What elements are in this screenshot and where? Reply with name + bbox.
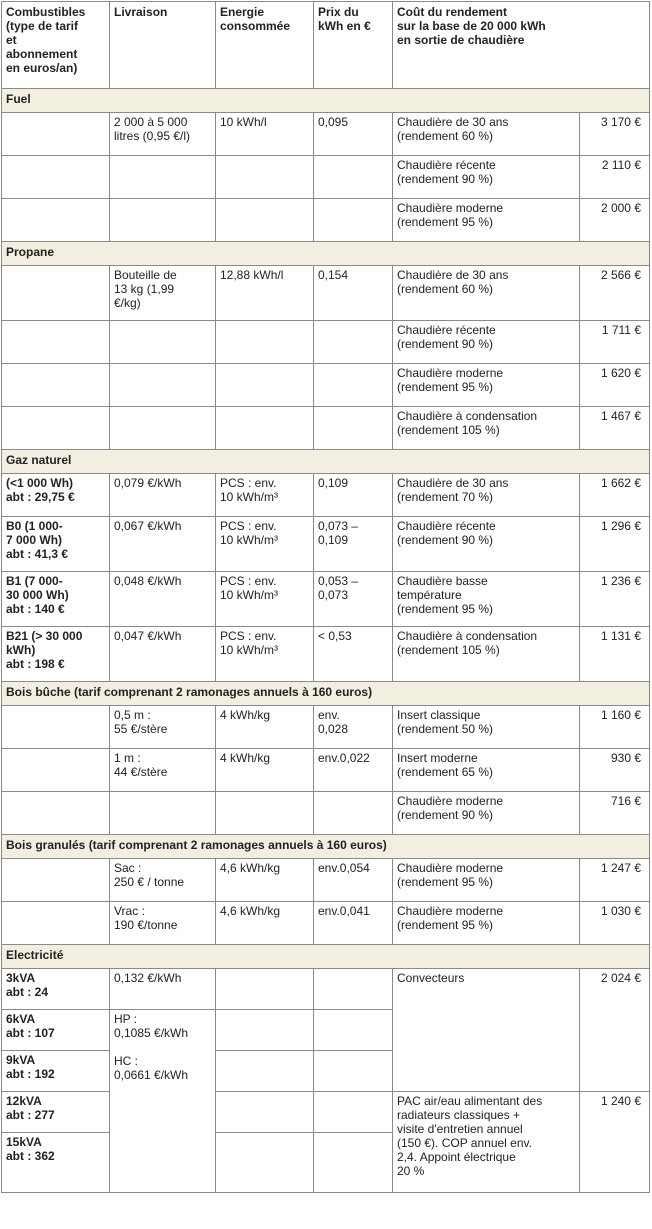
desc-cell: PAC air/eau alimentant des radiateurs classiques + visite d'entretien annuel (150 €). COP annuel env. 2,4. Appoint électrique 20 %	[393, 1092, 580, 1193]
desc-cell: Chaudière de 30 ans (rendement 70 %)	[393, 474, 580, 517]
tarif-cell	[2, 859, 110, 902]
tarif-cell	[2, 113, 110, 156]
section-row	[2, 682, 650, 706]
section-title-elec: Electricité	[2, 945, 650, 969]
table-row	[2, 364, 650, 407]
price-kwh-cell	[314, 1133, 393, 1193]
table-row	[2, 792, 650, 835]
tarif-cell: (<1 000 Wh) abt : 29,75 €	[2, 474, 110, 517]
tarif-cell	[2, 706, 110, 749]
price-kwh-cell: env.0,054	[314, 859, 393, 902]
energy-cell: PCS : env. 10 kWh/m³	[216, 627, 314, 682]
price-kwh-cell	[314, 1010, 393, 1051]
desc-cell: Convecteurs	[393, 969, 580, 1092]
price-kwh-cell	[314, 321, 393, 364]
tarif-cell: 15kVA abt : 362	[2, 1133, 110, 1193]
delivery-cell: 0,048 €/kWh	[110, 572, 216, 627]
table-row	[2, 572, 650, 627]
tarif-cell	[2, 156, 110, 199]
delivery-cell	[110, 199, 216, 242]
cost-cell: 1 467 €	[580, 407, 650, 450]
table-row	[2, 706, 650, 749]
energy-cell	[216, 1133, 314, 1193]
tarif-cell	[2, 902, 110, 945]
desc-cell: Chaudière de 30 ans (rendement 60 %)	[393, 113, 580, 156]
tarif-cell	[2, 364, 110, 407]
delivery-cell: 0,132 €/kWh	[110, 969, 216, 1010]
desc-cell: Chaudière à condensation (rendement 105 %)	[393, 627, 580, 682]
price-kwh-cell	[314, 156, 393, 199]
section-title-gaz: Gaz naturel	[2, 450, 650, 474]
energy-cell	[216, 1051, 314, 1092]
table-row	[2, 627, 650, 682]
price-kwh-cell	[314, 1092, 393, 1133]
tarif-cell	[2, 792, 110, 835]
desc-cell: Chaudière moderne (rendement 95 %)	[393, 199, 580, 242]
cost-cell: 930 €	[580, 749, 650, 792]
header-cout: Coût du rendement sur la base de 20 000 kWh en sortie de chaudière	[393, 2, 650, 89]
energy-cell	[216, 792, 314, 835]
table-row	[2, 902, 650, 945]
energy-cell: PCS : env. 10 kWh/m³	[216, 517, 314, 572]
table-row	[2, 859, 650, 902]
tarif-cell	[2, 266, 110, 321]
tarif-cell: 9kVA abt : 192	[2, 1051, 110, 1092]
table-row	[2, 266, 650, 321]
energy-cell: PCS : env. 10 kWh/m³	[216, 572, 314, 627]
cost-cell: 1 030 €	[580, 902, 650, 945]
section-title-fuel: Fuel	[2, 89, 650, 113]
cost-cell: 1 240 €	[580, 1092, 650, 1193]
table-row	[2, 1092, 650, 1133]
delivery-cell: HP : 0,1085 €/kWh HC : 0,0661 €/kWh	[110, 1010, 216, 1193]
cost-cell: 2 566 €	[580, 266, 650, 321]
section-row	[2, 945, 650, 969]
energy-cell: PCS : env. 10 kWh/m³	[216, 474, 314, 517]
delivery-cell: 2 000 à 5 000 litres (0,95 €/l)	[110, 113, 216, 156]
energy-cell	[216, 1010, 314, 1051]
cost-cell: 2 000 €	[580, 199, 650, 242]
delivery-cell	[110, 792, 216, 835]
tarif-cell: B21 (> 30 000 kWh) abt : 198 €	[2, 627, 110, 682]
table-row	[2, 517, 650, 572]
delivery-cell: 0,079 €/kWh	[110, 474, 216, 517]
desc-cell: Chaudière basse température (rendement 95 %)	[393, 572, 580, 627]
price-kwh-cell: < 0,53	[314, 627, 393, 682]
energy-cell	[216, 321, 314, 364]
cost-cell: 3 170 €	[580, 113, 650, 156]
header-livraison: Livraison	[110, 2, 216, 89]
delivery-cell: Bouteille de 13 kg (1,99 €/kg)	[110, 266, 216, 321]
desc-cell: Chaudière récente (rendement 90 %)	[393, 156, 580, 199]
tarif-cell	[2, 407, 110, 450]
energy-cell	[216, 407, 314, 450]
table-row	[2, 749, 650, 792]
desc-cell: Chaudière récente (rendement 90 %)	[393, 321, 580, 364]
energy-cell	[216, 199, 314, 242]
cost-cell: 2 110 €	[580, 156, 650, 199]
price-kwh-cell: env.0,022	[314, 749, 393, 792]
desc-cell: Chaudière moderne (rendement 95 %)	[393, 902, 580, 945]
price-kwh-cell: env.0,041	[314, 902, 393, 945]
cost-cell: 1 247 €	[580, 859, 650, 902]
cost-cell: 1 711 €	[580, 321, 650, 364]
energy-cell	[216, 364, 314, 407]
price-kwh-cell	[314, 364, 393, 407]
energy-cell: 10 kWh/l	[216, 113, 314, 156]
energy-cell: 4,6 kWh/kg	[216, 859, 314, 902]
energy-cell: 4,6 kWh/kg	[216, 902, 314, 945]
delivery-cell	[110, 364, 216, 407]
section-row	[2, 89, 650, 113]
cost-cell: 1 662 €	[580, 474, 650, 517]
header-combustibles: Combustibles (type de tarif et abonnement en euros/an)	[2, 2, 110, 89]
desc-cell: Chaudière de 30 ans (rendement 60 %)	[393, 266, 580, 321]
table-row	[2, 474, 650, 517]
desc-cell: Chaudière moderne (rendement 90 %)	[393, 792, 580, 835]
delivery-cell	[110, 407, 216, 450]
price-kwh-cell: 0,154	[314, 266, 393, 321]
tarif-cell	[2, 749, 110, 792]
price-kwh-cell	[314, 969, 393, 1010]
desc-cell: Chaudière moderne (rendement 95 %)	[393, 859, 580, 902]
energy-cell	[216, 1092, 314, 1133]
desc-cell: Insert moderne (rendement 65 %)	[393, 749, 580, 792]
price-kwh-cell: 0,095	[314, 113, 393, 156]
tarif-cell	[2, 321, 110, 364]
header-row	[2, 2, 650, 89]
table-row	[2, 969, 650, 1010]
table-row	[2, 407, 650, 450]
table-row	[2, 199, 650, 242]
section-row	[2, 450, 650, 474]
section-row	[2, 242, 650, 266]
header-prix: Prix du kWh en €	[314, 2, 393, 89]
delivery-cell: 1 m : 44 €/stère	[110, 749, 216, 792]
tarif-cell	[2, 199, 110, 242]
cost-cell: 716 €	[580, 792, 650, 835]
delivery-cell: Vrac : 190 €/tonne	[110, 902, 216, 945]
tarif-cell: B1 (7 000- 30 000 Wh) abt : 140 €	[2, 572, 110, 627]
cost-cell: 1 620 €	[580, 364, 650, 407]
energy-cell: 4 kWh/kg	[216, 706, 314, 749]
price-kwh-cell	[314, 1051, 393, 1092]
price-kwh-cell	[314, 199, 393, 242]
cost-cell: 1 296 €	[580, 517, 650, 572]
tarif-cell: B0 (1 000- 7 000 Wh) abt : 41,3 €	[2, 517, 110, 572]
price-kwh-cell: 0,053 – 0,073	[314, 572, 393, 627]
energy-cell	[216, 156, 314, 199]
table-row	[2, 113, 650, 156]
header-energie: Energie consommée	[216, 2, 314, 89]
section-row	[2, 835, 650, 859]
section-title-buche: Bois bûche (tarif comprenant 2 ramonages annuels à 160 euros)	[2, 682, 650, 706]
tarif-cell: 6kVA abt : 107	[2, 1010, 110, 1051]
desc-cell: Insert classique (rendement 50 %)	[393, 706, 580, 749]
price-kwh-cell	[314, 407, 393, 450]
delivery-cell: 0,5 m : 55 €/stère	[110, 706, 216, 749]
desc-cell: Chaudière à condensation (rendement 105 %)	[393, 407, 580, 450]
price-kwh-cell: 0,073 – 0,109	[314, 517, 393, 572]
desc-cell: Chaudière moderne (rendement 95 %)	[393, 364, 580, 407]
delivery-cell: 0,067 €/kWh	[110, 517, 216, 572]
table-row	[2, 321, 650, 364]
section-title-granules: Bois granulés (tarif comprenant 2 ramonages annuels à 160 euros)	[2, 835, 650, 859]
price-kwh-cell: 0,109	[314, 474, 393, 517]
cost-cell: 1 236 €	[580, 572, 650, 627]
price-kwh-cell	[314, 792, 393, 835]
energy-cell: 12,88 kWh/l	[216, 266, 314, 321]
cost-cell: 1 131 €	[580, 627, 650, 682]
delivery-cell: Sac : 250 € / tonne	[110, 859, 216, 902]
table-row	[2, 156, 650, 199]
cost-cell: 1 160 €	[580, 706, 650, 749]
tarif-cell: 3kVA abt : 24	[2, 969, 110, 1010]
energy-cell: 4 kWh/kg	[216, 749, 314, 792]
energy-cell	[216, 969, 314, 1010]
tarif-cell: 12kVA abt : 277	[2, 1092, 110, 1133]
delivery-cell: 0,047 €/kWh	[110, 627, 216, 682]
section-title-propane: Propane	[2, 242, 650, 266]
cost-cell: 2 024 €	[580, 969, 650, 1092]
energy-cost-table	[1, 1, 650, 1193]
desc-cell: Chaudière récente (rendement 90 %)	[393, 517, 580, 572]
price-kwh-cell: env. 0,028	[314, 706, 393, 749]
delivery-cell	[110, 156, 216, 199]
delivery-cell	[110, 321, 216, 364]
